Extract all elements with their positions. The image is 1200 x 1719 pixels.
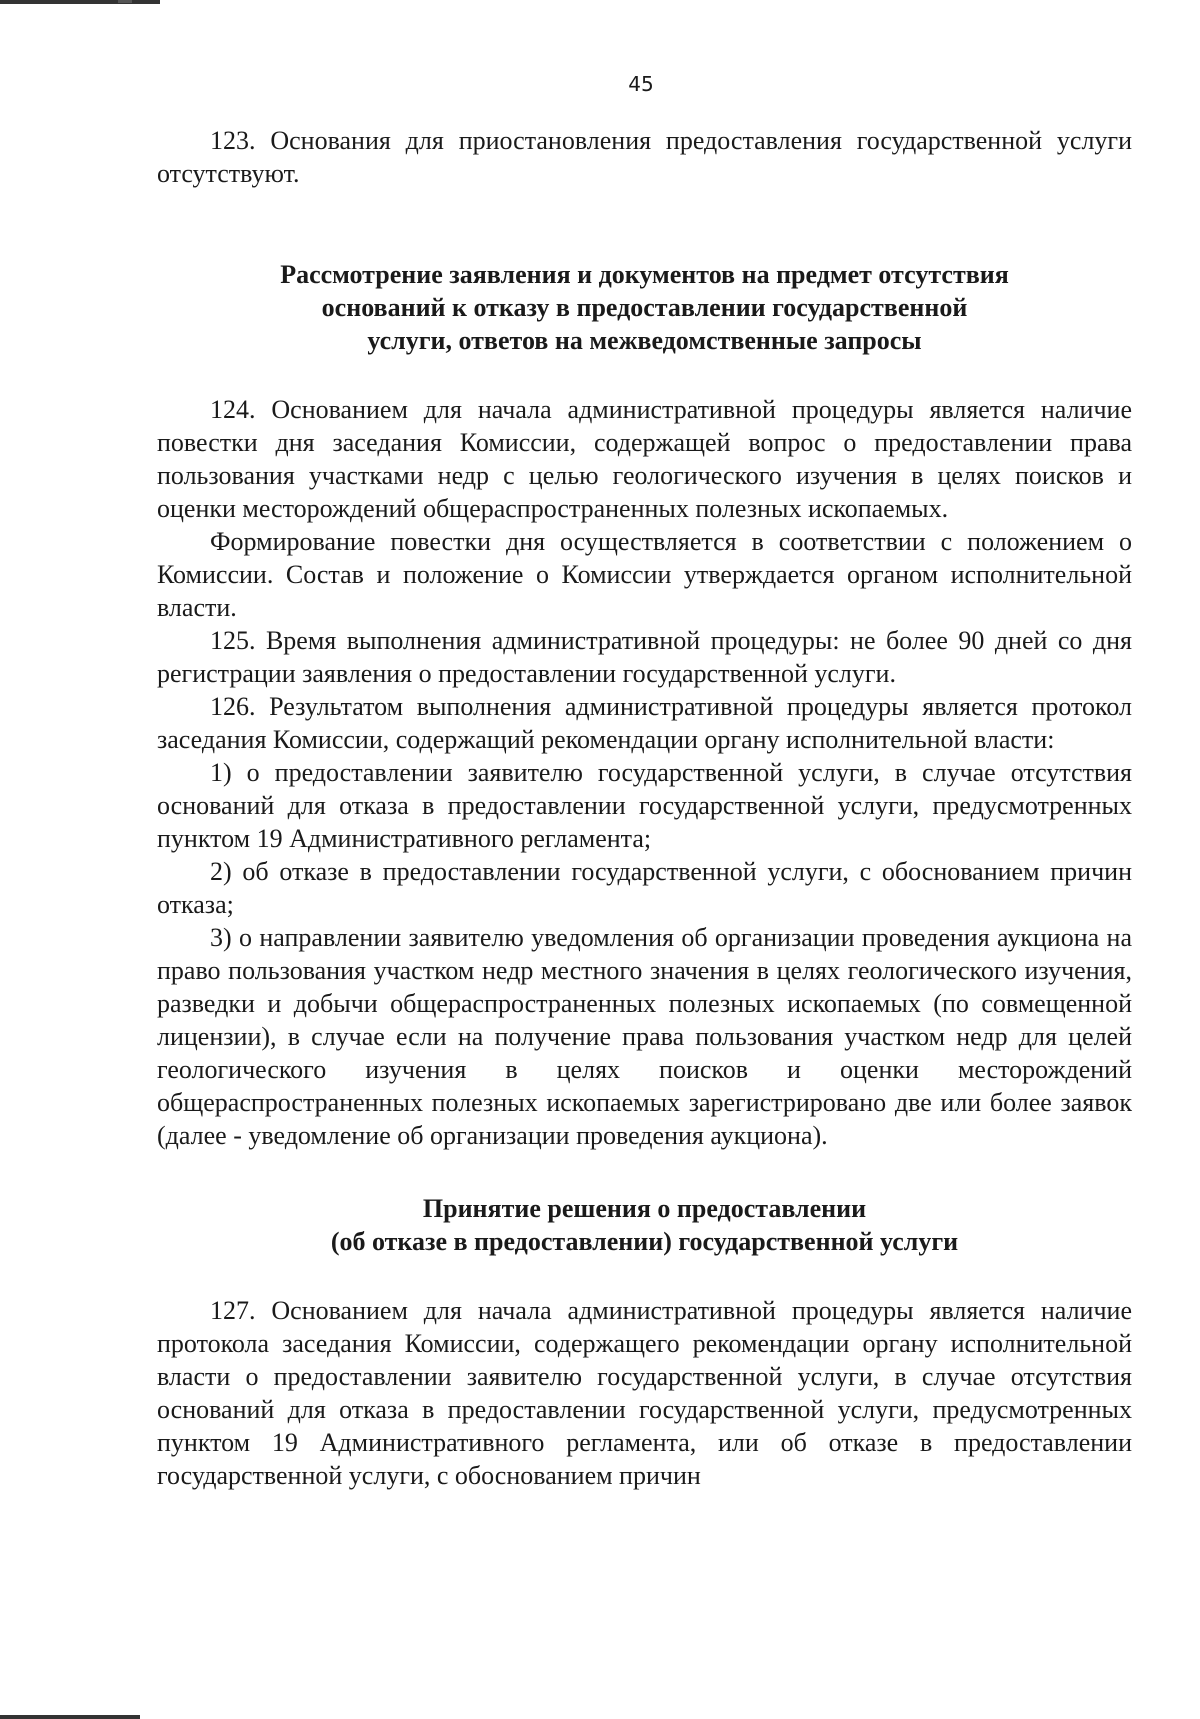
scan-edge-mark <box>118 0 132 3</box>
paragraph-126: 126. Результатом выполнения административной процедуры является протокол заседания Комиссии, содержащий рекомендации органу исполнительной власти: <box>157 692 1132 754</box>
paragraph-127: 127. Основанием для начала административной процедуры является наличие протокола заседания Комиссии, содержащего рекомендации органу исполнительной власти о предоставлении заявителю государственной услуги, в случае отсутствия оснований для отказа в предоставлении государственной услуги, предусмотренных пунктом 19 Административного регламента, или об отказе в предоставлении государственной услуги, с обоснованием причин <box>157 1296 1132 1490</box>
heading-line: Рассмотрение заявления и документов на предмет отсутствия <box>280 260 1009 289</box>
scan-edge-mark <box>0 0 160 4</box>
scan-edge-mark <box>0 1715 140 1719</box>
section-heading-review <box>157 258 1132 357</box>
list-item-2: 2) об отказе в предоставлении государственной услуги, с обоснованием причин отказа; <box>157 857 1132 919</box>
document-body <box>157 124 1132 1492</box>
heading-line: оснований к отказу в предоставлении государственной <box>321 293 968 322</box>
paragraph-123: 123. Основания для приостановления предоставления государственной услуги отсутствуют. <box>157 126 1132 188</box>
paragraph-125: 125. Время выполнения административной процедуры: не более 90 дней со дня регистрации заявления о предоставлении государственной услуги. <box>157 626 1132 688</box>
paragraph-124: 124. Основанием для начала административной процедуры является наличие повестки дня заседания Комиссии, содержащей вопрос о предоставлении права пользования участками недр с целью геологического изучения в целях поисков и оценки месторождений общераспространенных полезных ископаемых. <box>157 395 1132 523</box>
list-item-1: 1) о предоставлении заявителю государственной услуги, в случае отсутствия оснований для отказа в предоставлении государственной услуги, предусмотренных пунктом 19 Административного регламента; <box>157 758 1132 853</box>
paragraph-agenda: Формирование повестки дня осуществляется в соответствии с положением о Комиссии. Состав и положение о Комиссии утверждается органом исполнительной власти. <box>157 527 1132 622</box>
heading-line: услуги, ответов на межведомственные запросы <box>367 326 922 355</box>
list-item-3: 3) о направлении заявителю уведомления об организации проведения аукциона на право пользования участком недр местного значения в целях геологического изучения, разведки и добычи общераспространенных полезных ископаемых (по совмещенной лицензии), в случае если на получение права пользования участком недр для целей геологического изучения в целях поисков и оценки месторождений общераспространенных полезных ископаемых зарегистрировано две или более заявок (далее - уведомление об организации проведения аукциона). <box>157 923 1132 1150</box>
heading-line: (об отказе в предоставлении) государственной услуги <box>330 1227 959 1256</box>
page-number: 45 <box>628 72 654 96</box>
heading-line: Принятие решения о предоставлении <box>422 1194 867 1223</box>
section-heading-decision <box>157 1192 1132 1258</box>
